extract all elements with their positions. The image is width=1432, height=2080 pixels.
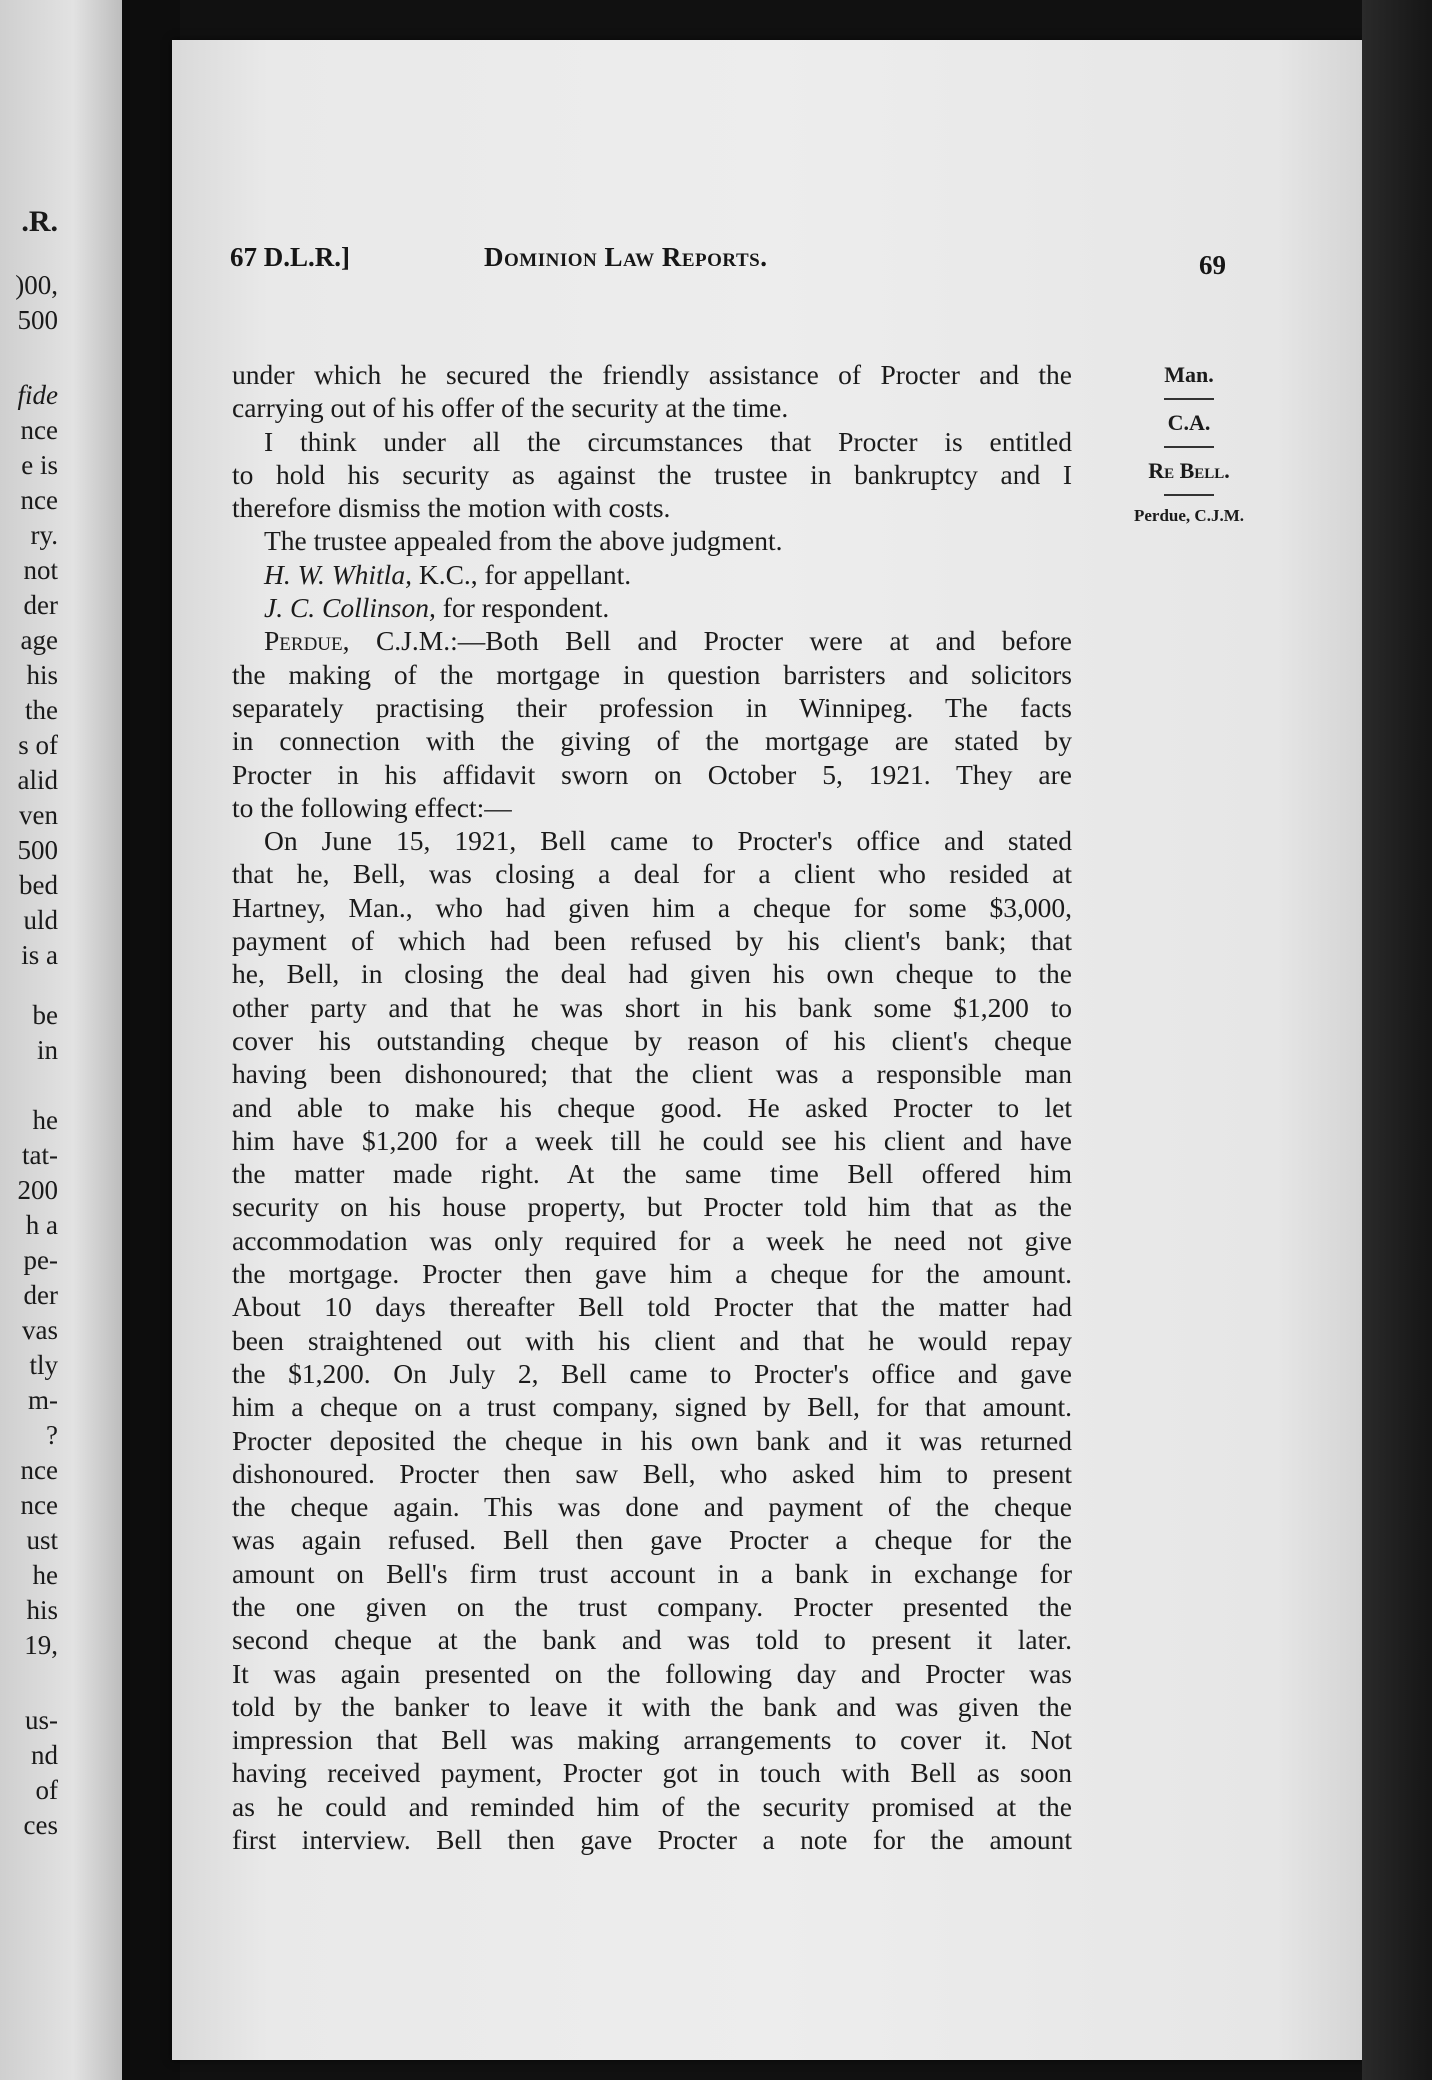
text-line: in connection with the giving of the mortgage are stated by bbox=[232, 725, 1072, 757]
text-line: him a cheque on a trust company, signed by Bell, for that amount. bbox=[232, 1391, 1072, 1423]
right-background bbox=[1362, 0, 1432, 2080]
text-line: the matter made right. At the same time Bell offered him bbox=[232, 1158, 1072, 1190]
left-page-fragment: age bbox=[20, 625, 58, 655]
left-page-fragment: 500 bbox=[17, 305, 58, 335]
counsel-role: K.C., for appellant. bbox=[418, 558, 632, 590]
text-line: Hartney, Man., who had given him a cheque for some $3,000, bbox=[232, 891, 1072, 923]
text-line: the making of the mortgage in question barristers and solicitors bbox=[232, 658, 1072, 690]
left-page-fragment: ust bbox=[26, 1525, 58, 1555]
left-page-fragment: he bbox=[32, 1560, 58, 1590]
left-page-fragment: der bbox=[23, 590, 58, 620]
appeal-line: The trustee appealed from the above judgment. bbox=[264, 525, 783, 557]
judgment-opening bbox=[232, 624, 1072, 657]
left-page-fragment: nce bbox=[20, 415, 58, 445]
left-page-fragment: ces bbox=[23, 1810, 58, 1840]
left-page-fragment: ry. bbox=[30, 520, 58, 550]
left-page-fragment: in bbox=[36, 1035, 58, 1065]
text-line: impression that Bell was making arrangements to cover it. Not bbox=[232, 1724, 1072, 1756]
text-line: under which he secured the friendly assistance of Procter and the bbox=[232, 359, 1072, 390]
text-line: been straightened out with his client and that he would repay bbox=[232, 1324, 1072, 1356]
left-page-fragment: )00, bbox=[15, 270, 58, 300]
text-line: cover his outstanding cheque by reason of his client's cheque bbox=[232, 1024, 1072, 1056]
text-line: carrying out of his offer of the security at the time. bbox=[232, 392, 789, 424]
left-page-edge bbox=[0, 0, 122, 2080]
left-page-fragment: nce bbox=[20, 1490, 58, 1520]
text-line: to hold his security as against the trustee in bankruptcy and I bbox=[232, 458, 1072, 490]
text-line: first interview. Bell then gave Procter a note for the amount bbox=[232, 1824, 1072, 1856]
left-page-fragment: his bbox=[26, 1595, 58, 1625]
left-page-fragment: us- bbox=[25, 1705, 58, 1735]
margin-notes bbox=[1104, 362, 1274, 526]
text-line: therefore dismiss the motion with costs. bbox=[232, 492, 671, 524]
text-line: On June 15, 1921, Bell came to Procter's office and stated bbox=[264, 825, 1072, 857]
counsel-respondent bbox=[232, 591, 1072, 624]
left-page-fragment: be bbox=[32, 1000, 58, 1030]
document-page bbox=[172, 40, 1372, 2060]
left-page-fragment: 19, bbox=[24, 1630, 58, 1660]
text-line: having received payment, Procter got in touch with Bell as soon bbox=[232, 1757, 1072, 1789]
text-line: It was again presented on the following day and Procter was bbox=[232, 1657, 1072, 1689]
counsel-name: J. C. Collinson, bbox=[264, 592, 436, 624]
text-line: Procter in his affidavit sworn on October 5, 1921. They are bbox=[232, 758, 1072, 790]
left-page-fragment: ven bbox=[19, 800, 58, 830]
text-line: the $1,200. On July 2, Bell came to Procter's office and gave bbox=[232, 1357, 1072, 1389]
text-line: Procter deposited the cheque in his own bank and it was returned bbox=[232, 1424, 1072, 1456]
left-page-fragment: fide bbox=[17, 380, 58, 410]
left-page-fragment: .R. bbox=[21, 205, 58, 238]
left-page-fragment: is a bbox=[21, 940, 58, 970]
text-line: to the following effect:— bbox=[232, 791, 512, 823]
text-line: security on his house property, but Procter told him that as the bbox=[232, 1191, 1072, 1223]
volume-reference: 67 D.L.R.] bbox=[230, 242, 350, 272]
text-line: told by the banker to leave it with the bank and was given the bbox=[232, 1690, 1072, 1722]
left-page-fragment: he bbox=[32, 1105, 58, 1135]
text-line: having been dishonoured; that the client was a responsible man bbox=[232, 1058, 1072, 1090]
publication-title: Dominion Law Reports. bbox=[484, 242, 768, 272]
court-note: C.A. bbox=[1167, 410, 1211, 435]
text-line: him have $1,200 for a week till he could see his client and have bbox=[232, 1124, 1072, 1156]
counsel-role: for respondent. bbox=[442, 592, 610, 624]
text-line: the cheque again. This was done and payment of the cheque bbox=[232, 1491, 1072, 1523]
left-page-fragment: h a bbox=[25, 1210, 58, 1240]
running-header bbox=[172, 242, 1372, 282]
text-line: payment of which had been refused by his client's bank; that bbox=[232, 925, 1072, 957]
left-page-fragment: 200 bbox=[17, 1175, 58, 1205]
left-page-fragment: uld bbox=[23, 905, 58, 935]
divider bbox=[1164, 494, 1214, 496]
counsel-appellant bbox=[232, 558, 1072, 591]
page-number: 69 bbox=[1199, 250, 1226, 280]
jurisdiction-note: Man. bbox=[1164, 362, 1214, 387]
left-page-fragment: of bbox=[35, 1775, 58, 1805]
left-page-fragment: his bbox=[26, 660, 58, 690]
text-line: the mortgage. Procter then gave him a cheque for the amount. bbox=[232, 1258, 1072, 1290]
left-page-fragment: alid bbox=[17, 765, 58, 795]
left-page-fragment: 500 bbox=[17, 835, 58, 865]
text-line: he, Bell, in closing the deal had given his own cheque to the bbox=[232, 958, 1072, 990]
judge-note: Perdue, C.J.M. bbox=[1133, 506, 1244, 525]
left-page-fragment: der bbox=[23, 1280, 58, 1310]
text-line: that he, Bell, was closing a deal for a client who resided at bbox=[232, 858, 1072, 890]
left-page-fragment: s of bbox=[18, 730, 58, 760]
case-note: Re Bell. bbox=[1148, 458, 1230, 483]
text-line: separately practising their profession in Winnipeg. The facts bbox=[232, 691, 1072, 723]
left-page-fragment: bed bbox=[19, 870, 58, 900]
counsel-name: H. W. Whitla, bbox=[264, 558, 412, 590]
left-page-fragment: vas bbox=[22, 1315, 58, 1345]
text-line: and able to make his cheque good. He asked Procter to let bbox=[232, 1091, 1072, 1123]
text-line: About 10 days thereafter Bell told Procter that the matter had bbox=[232, 1291, 1072, 1323]
text-line: as he could and reminded him of the security promised at the bbox=[232, 1790, 1072, 1822]
text-line: other party and that he was short in his bank some $1,200 to bbox=[232, 991, 1072, 1023]
judge-name: Perdue, bbox=[264, 625, 350, 657]
text-line: the one given on the trust company. Procter presented the bbox=[232, 1590, 1072, 1622]
left-page-fragment: m- bbox=[28, 1385, 58, 1415]
text-line: accommodation was only required for a week he need not give bbox=[232, 1224, 1072, 1256]
left-page-fragment: tat- bbox=[22, 1140, 58, 1170]
left-page-fragment: tly bbox=[29, 1350, 58, 1380]
left-page-fragment: not bbox=[23, 555, 58, 585]
left-page-fragment: nce bbox=[20, 485, 58, 515]
divider bbox=[1164, 398, 1214, 400]
text-line: second cheque at the bank and was told to present it later. bbox=[232, 1624, 1072, 1656]
body-text bbox=[232, 358, 1072, 1856]
text-line: was again refused. Bell then gave Procter a cheque for the bbox=[232, 1524, 1072, 1556]
text-line: amount on Bell's firm trust account in a bank in exchange for bbox=[232, 1557, 1072, 1589]
text-line: I think under all the circumstances that Procter is entitled bbox=[264, 425, 1072, 457]
left-page-fragment: nce bbox=[20, 1455, 58, 1485]
left-page-fragment: the bbox=[25, 695, 58, 725]
left-page-fragment: pe- bbox=[23, 1245, 58, 1275]
left-page-fragment: nd bbox=[31, 1740, 58, 1770]
left-page-fragment: ? bbox=[46, 1420, 58, 1450]
left-page-fragment: e is bbox=[21, 450, 58, 480]
text-line: dishonoured. Procter then saw Bell, who asked him to present bbox=[232, 1457, 1072, 1489]
divider bbox=[1164, 446, 1214, 448]
judgment-text: C.J.M.:—Both Bell and Procter were at and before bbox=[375, 625, 1072, 657]
